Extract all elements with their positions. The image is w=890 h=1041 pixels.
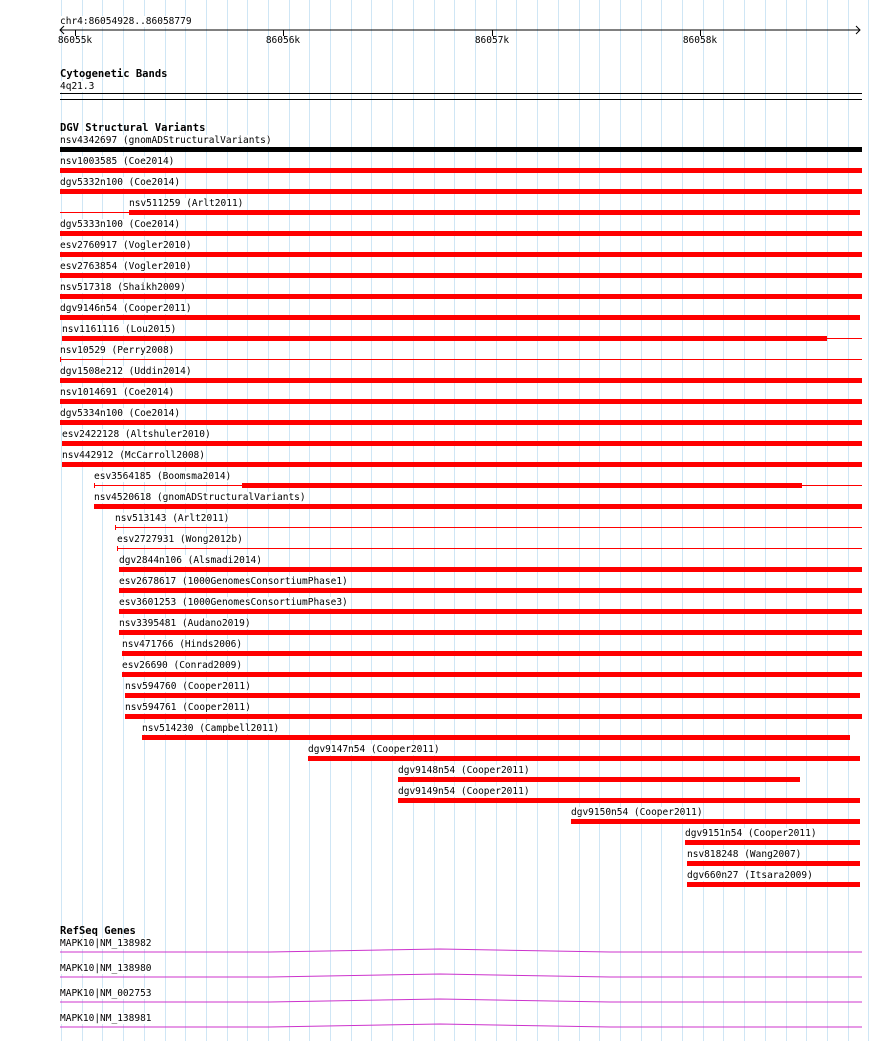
variant-bar[interactable] (125, 693, 860, 698)
ruler-axis (0, 24, 890, 36)
variant-label[interactable]: nsv1161116 (Lou2015) (62, 324, 177, 335)
variant-label[interactable]: dgv9150n54 (Cooper2011) (571, 807, 703, 818)
variant-label[interactable]: dgv2844n106 (Alsmadi2014) (119, 555, 262, 566)
grid-line (558, 0, 559, 1041)
refseq-track-title[interactable]: RefSeq Genes (60, 925, 136, 937)
gene-intron-line[interactable] (0, 972, 890, 982)
gene-intron-line[interactable] (0, 947, 890, 957)
variant-bar[interactable] (60, 273, 862, 278)
grid-line (516, 0, 517, 1041)
variant-bar[interactable] (142, 735, 850, 740)
variant-label[interactable]: esv26690 (Conrad2009) (122, 660, 243, 671)
variant-label[interactable]: nsv594760 (Cooper2011) (125, 681, 251, 692)
variant-bar[interactable] (685, 840, 860, 845)
ruler-tick-label: 86057k (474, 35, 510, 46)
variant-bar[interactable] (60, 378, 862, 383)
variant-bar[interactable] (125, 714, 862, 719)
variant-bar[interactable] (60, 147, 862, 152)
ruler-tick-label: 86056k (265, 35, 301, 46)
variant-label[interactable]: nsv1003585 (Coe2014) (60, 156, 175, 167)
grid-line (579, 0, 580, 1041)
ruler-tick-label: 86055k (57, 35, 93, 46)
variant-bar[interactable] (60, 315, 860, 320)
variant-bar[interactable] (122, 651, 862, 656)
variant-bar[interactable] (119, 630, 862, 635)
variant-bar[interactable] (687, 861, 860, 866)
variant-bar[interactable] (571, 819, 860, 824)
variant-bar[interactable] (119, 588, 862, 593)
grid-line (392, 0, 393, 1041)
grid-line (434, 0, 435, 1041)
gene-label[interactable]: MAPK10|NM_138982 (60, 938, 152, 949)
variant-label[interactable]: dgv9147n54 (Cooper2011) (308, 744, 440, 755)
variant-bar[interactable] (122, 672, 862, 677)
gene-label[interactable]: MAPK10|NM_138981 (60, 1013, 152, 1024)
cytoband-label: 4q21.3 (60, 81, 95, 92)
variant-bar[interactable] (242, 483, 802, 488)
variant-label[interactable]: nsv514230 (Campbell2011) (142, 723, 280, 734)
variant-label[interactable]: dgv9149n54 (Cooper2011) (398, 786, 530, 797)
variant-bar[interactable] (60, 420, 862, 425)
gene-intron-line[interactable] (0, 997, 890, 1007)
ruler-tick-label: 86058k (682, 35, 718, 46)
variant-bar[interactable] (94, 504, 862, 509)
variant-label[interactable]: nsv442912 (McCarroll2008) (62, 450, 205, 461)
variant-bar[interactable] (398, 798, 860, 803)
grid-line (454, 0, 455, 1041)
variant-flank[interactable] (802, 485, 862, 486)
variant-bar[interactable] (62, 336, 827, 341)
grid-line (289, 0, 290, 1041)
variant-label[interactable]: esv2760917 (Vogler2010) (60, 240, 192, 251)
variant-label[interactable]: dgv9151n54 (Cooper2011) (685, 828, 817, 839)
grid-line (682, 0, 683, 1041)
grid-line (330, 0, 331, 1041)
variant-label[interactable]: nsv517318 (Shaikh2009) (60, 282, 186, 293)
grid-line (247, 0, 248, 1041)
variant-label[interactable]: nsv4342697 (gnomADStructuralVariants) (60, 135, 272, 146)
grid-line (475, 0, 476, 1041)
variant-label[interactable]: esv3601253 (1000GenomesConsortiumPhase3) (119, 597, 348, 608)
grid-line (661, 0, 662, 1041)
grid-line (413, 0, 414, 1041)
variant-label[interactable]: esv3564185 (Boomsma2014) (94, 471, 232, 482)
variant-bar[interactable] (115, 527, 862, 528)
variant-label[interactable]: nsv594761 (Cooper2011) (125, 702, 251, 713)
variant-tick (115, 525, 116, 530)
variant-bar[interactable] (62, 462, 862, 467)
variant-label[interactable]: nsv513143 (Arlt2011) (115, 513, 230, 524)
variant-tick (60, 357, 61, 362)
variant-label[interactable]: esv2422128 (Altshuler2010) (62, 429, 211, 440)
variant-label[interactable]: nsv1014691 (Coe2014) (60, 387, 175, 398)
variant-bar[interactable] (60, 399, 862, 404)
variant-label[interactable]: dgv9148n54 (Cooper2011) (398, 765, 530, 776)
variant-label[interactable]: dgv5332n100 (Coe2014) (60, 177, 181, 188)
variant-label[interactable]: nsv4520618 (gnomADStructuralVariants) (94, 492, 306, 503)
variant-label[interactable]: nsv10529 (Perry2008) (60, 345, 175, 356)
variant-bar[interactable] (117, 548, 862, 549)
variant-bar[interactable] (308, 756, 860, 761)
variant-bar[interactable] (398, 777, 800, 782)
variant-label[interactable]: nsv471766 (Hinds2006) (122, 639, 243, 650)
variant-flank[interactable] (94, 485, 242, 486)
dgv-track-title[interactable]: DGV Structural Variants (60, 122, 206, 134)
variant-label[interactable]: dgv660n27 (Itsara2009) (687, 870, 813, 881)
cytoband-line-bottom (60, 99, 862, 100)
gene-label[interactable]: MAPK10|NM_138980 (60, 963, 152, 974)
grid-line (309, 0, 310, 1041)
variant-label[interactable]: nsv511259 (Arlt2011) (129, 198, 244, 209)
variant-bar[interactable] (60, 359, 862, 360)
grid-line (620, 0, 621, 1041)
variant-flank[interactable] (827, 338, 862, 339)
variant-bar[interactable] (60, 189, 862, 194)
variant-bar[interactable] (60, 252, 862, 257)
grid-line (537, 0, 538, 1041)
variant-label[interactable]: nsv3395481 (Audano2019) (119, 618, 251, 629)
gene-intron-line[interactable] (0, 1022, 890, 1032)
variant-bar[interactable] (62, 441, 862, 446)
variant-bar[interactable] (60, 168, 862, 173)
variant-tick (117, 546, 118, 551)
cytoband-line-top (60, 93, 862, 94)
variant-bar[interactable] (129, 210, 860, 215)
variant-label[interactable]: dgv1508e212 (Uddin2014) (60, 366, 192, 377)
variant-label[interactable]: dgv5333n100 (Coe2014) (60, 219, 181, 230)
variant-label[interactable]: esv2727931 (Wong2012b) (117, 534, 243, 545)
grid-line (268, 0, 269, 1041)
location-label: chr4:86054928..86058779 (60, 16, 192, 27)
variant-bar[interactable] (119, 567, 862, 572)
grid-line (351, 0, 352, 1041)
variant-label[interactable]: nsv818248 (Wang2007) (687, 849, 802, 860)
variant-label[interactable]: dgv5334n100 (Coe2014) (60, 408, 181, 419)
variant-flank[interactable] (60, 212, 129, 213)
cytoband-track-title[interactable]: Cytogenetic Bands (60, 68, 168, 80)
variant-bar[interactable] (60, 231, 862, 236)
variant-bar[interactable] (687, 882, 860, 887)
grid-line (599, 0, 600, 1041)
variant-bar[interactable] (60, 294, 862, 299)
variant-label[interactable]: esv2678617 (1000GenomesConsortiumPhase1) (119, 576, 348, 587)
gene-label[interactable]: MAPK10|NM_002753 (60, 988, 152, 999)
variant-label[interactable]: dgv9146n54 (Cooper2011) (60, 303, 192, 314)
variant-bar[interactable] (119, 609, 862, 614)
variant-label[interactable]: esv2763854 (Vogler2010) (60, 261, 192, 272)
grid-line (371, 0, 372, 1041)
grid-line (496, 0, 497, 1041)
grid-line (868, 0, 869, 1041)
grid-line (641, 0, 642, 1041)
